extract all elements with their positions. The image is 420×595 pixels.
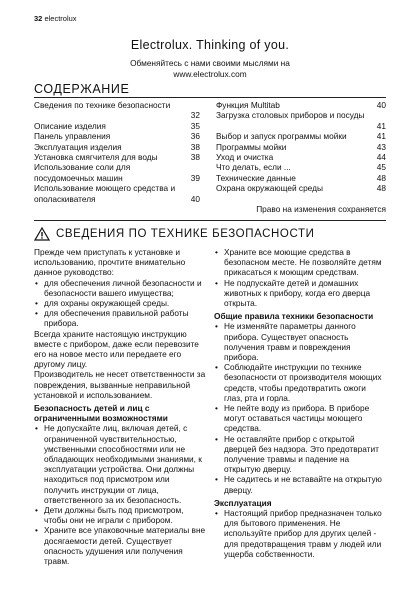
section-heading: Эксплуатация xyxy=(214,497,272,508)
toc-entry-page: 36 xyxy=(190,131,200,142)
toc-entry-page: 41 xyxy=(376,131,386,142)
toc-entry-label: Функция Multitab xyxy=(216,100,280,110)
list-item: • Не изменяйте параметры данного прибора. Существует опасность получения травм и повреждения прибора. xyxy=(214,321,386,362)
list-item: • для охраны окружающей среды. xyxy=(34,298,206,308)
slogan: Electrolux. Thinking of you. xyxy=(130,38,290,52)
toc-entry[interactable] xyxy=(216,142,386,152)
safety-title: СВЕДЕНИЯ ПО ТЕХНИКЕ БЕЗОПАСНОСТИ xyxy=(56,228,315,240)
toc-entry-label: Выбор и запуск программы мойки xyxy=(216,131,347,142)
toc-right-column xyxy=(216,100,386,194)
share-text xyxy=(0,58,420,80)
page-number: 32 xyxy=(34,14,43,23)
toc-entry-page: 39 xyxy=(190,172,200,183)
list-item: • для обеспечения правильной работы прибора. xyxy=(34,308,206,328)
toc-entry[interactable] xyxy=(34,142,200,152)
toc-entry-label: Использование соли для xyxy=(34,162,131,173)
brand-name: electrolux xyxy=(44,14,77,23)
toc-entry-label: Описание изделия xyxy=(34,120,106,131)
toc-entry-page: 38 xyxy=(190,152,200,163)
list-item: • Дети должны быть под присмотром, чтобы они не играли с прибором. xyxy=(34,505,206,525)
toc-entry[interactable] xyxy=(34,152,200,162)
paragraph: Производитель не несет ответственности за повреждения, вызванные неправильной установкой и использованием. xyxy=(34,369,206,400)
children-safety-list xyxy=(34,423,206,566)
toc-rule xyxy=(34,97,386,98)
toc-entry[interactable] xyxy=(34,121,200,131)
toc-entry-page xyxy=(186,162,200,172)
share-line: Обменяйтесь с нами своими мыслями на xyxy=(130,58,290,68)
warning-icon xyxy=(34,227,50,241)
intro-text: Прежде чем приступать к установке и использованию, прочтите внимательно данное руководство: xyxy=(34,247,186,278)
toc-left-column xyxy=(34,100,200,204)
toc-entry-page: 32 xyxy=(190,110,200,121)
toc-entry[interactable] xyxy=(34,110,200,120)
list-item: • для обеспечения личной безопасности и безопасности вашего имущества; xyxy=(34,278,206,298)
rights-note: Право на изменения сохраняется xyxy=(256,204,386,214)
toc-entry-page: 35 xyxy=(190,120,200,131)
list-item: • Храните все моющие средства в безопасном месте. Не позволяйте детям прикасаться к моющим средствам. xyxy=(214,247,386,278)
list-item: • Соблюдайте инструкции по технике безопасности от производителя моющих средств, чтобы предотвратить ожоги глаз, рта и горла. xyxy=(214,362,386,403)
toc-entry-label: Панель управления xyxy=(34,131,111,142)
toc-entry[interactable] xyxy=(34,183,200,193)
list-item: • Не садитесь и не вставайте на открытую дверцу. xyxy=(214,474,386,494)
toc-entry-label: Установка смягчителя для воды xyxy=(34,152,158,163)
toc-entry[interactable] xyxy=(216,121,386,131)
toc-entry[interactable] xyxy=(34,194,200,204)
toc-entry[interactable] xyxy=(216,152,386,162)
text-column-left xyxy=(34,247,206,566)
toc-entry[interactable] xyxy=(34,162,200,172)
toc-entry[interactable] xyxy=(216,110,386,120)
toc-entry[interactable] xyxy=(216,131,386,141)
toc-entry-page: 41 xyxy=(376,120,386,131)
toc-entry[interactable] xyxy=(216,100,386,110)
toc-entry-page: 40 xyxy=(190,193,200,204)
toc-entry-page xyxy=(186,183,200,193)
general-safety-list xyxy=(214,321,386,494)
toc-entry-label: Сведения по технике безопасности xyxy=(34,100,171,110)
toc-entry[interactable] xyxy=(216,173,386,183)
toc-entry-label: Использование моющего средства и xyxy=(34,183,176,194)
section-heading: Общие правила техники безопасности xyxy=(214,311,374,322)
toc-entry[interactable] xyxy=(34,131,200,141)
toc-entry-page: 40 xyxy=(376,100,386,110)
toc-entry[interactable] xyxy=(34,173,200,183)
toc-entry-page: 48 xyxy=(376,183,386,194)
list-item: • Не оставляйте прибор с открытой дверцей без надзора. Это предотвратит получение травмы и падение на открытую дверцу. xyxy=(214,434,386,475)
safety-heading xyxy=(34,226,386,242)
usage-list xyxy=(214,508,386,559)
toc-entry-page: 43 xyxy=(376,141,386,152)
toc-entry-label: Технические данные xyxy=(216,172,296,183)
toc-entry-page xyxy=(186,100,200,110)
toc-entry-label: Что делать, если ... xyxy=(216,162,291,173)
list-item: • Не пейте воду из прибора. В приборе могут оставаться частицы моющего средства. xyxy=(214,403,386,434)
toc-entry-label: посудомоечных машин xyxy=(34,172,123,183)
toc-entry-page: 45 xyxy=(376,162,386,173)
toc-entry-page: 48 xyxy=(376,172,386,183)
toc-entry-page: 44 xyxy=(376,152,386,163)
toc-entry-label: Программы мойки xyxy=(216,141,287,152)
website-link[interactable]: www.electrolux.com xyxy=(173,69,247,79)
paragraph: Всегда храните настоящую инструкцию вместе с прибором, даже если перевозите его на новое место или передаете его другому лицу. xyxy=(34,328,199,370)
text-column-right xyxy=(214,247,386,559)
toc-entry[interactable] xyxy=(34,100,200,110)
list-item: • Храните все упаковочные материалы вне досягаемости детей. Существует опасность удушения или получения травм. xyxy=(34,525,206,566)
page-header xyxy=(34,14,77,23)
section-heading: Безопасность детей и лиц с ограниченными возможностями xyxy=(34,403,168,424)
toc-entry-page xyxy=(372,110,386,120)
toc-entry-label: Охрана окружающей среды xyxy=(216,183,323,194)
toc-entry-label: Уход и очистка xyxy=(216,152,274,163)
list-item: • Не подпускайте детей и домашних животных к прибору, когда его дверца открыта. xyxy=(214,278,386,309)
intro-list xyxy=(34,278,206,329)
toc-entry-label: Загрузка столовых приборов и посуды xyxy=(216,110,365,121)
safety-rule xyxy=(34,220,386,221)
list-item: • Настоящий прибор предназначен только для бытового применения. Не используйте прибор для других целей - для предотвращения травм у людей или ущерба собственности. xyxy=(214,508,386,559)
toc-entry-label: ополаскивателя xyxy=(34,193,96,204)
toc-entry[interactable] xyxy=(216,183,386,193)
list-item: • Не допускайте лиц, включая детей, с ограниченной чувствительностью, умственными способностями или не обладающих необходимыми знаниями, к эксплуатации устройства. Они должны находиться под присмотром или получить инструкции от лица, ответственного за их безопасность. xyxy=(34,423,206,505)
toc-title: СОДЕРЖАНИЕ xyxy=(34,82,130,96)
toc-entry-label: Эксплуатация изделия xyxy=(34,141,122,152)
toc-entry[interactable] xyxy=(216,162,386,172)
children-safety-list-cont xyxy=(214,247,386,308)
toc-entry-page: 38 xyxy=(190,141,200,152)
